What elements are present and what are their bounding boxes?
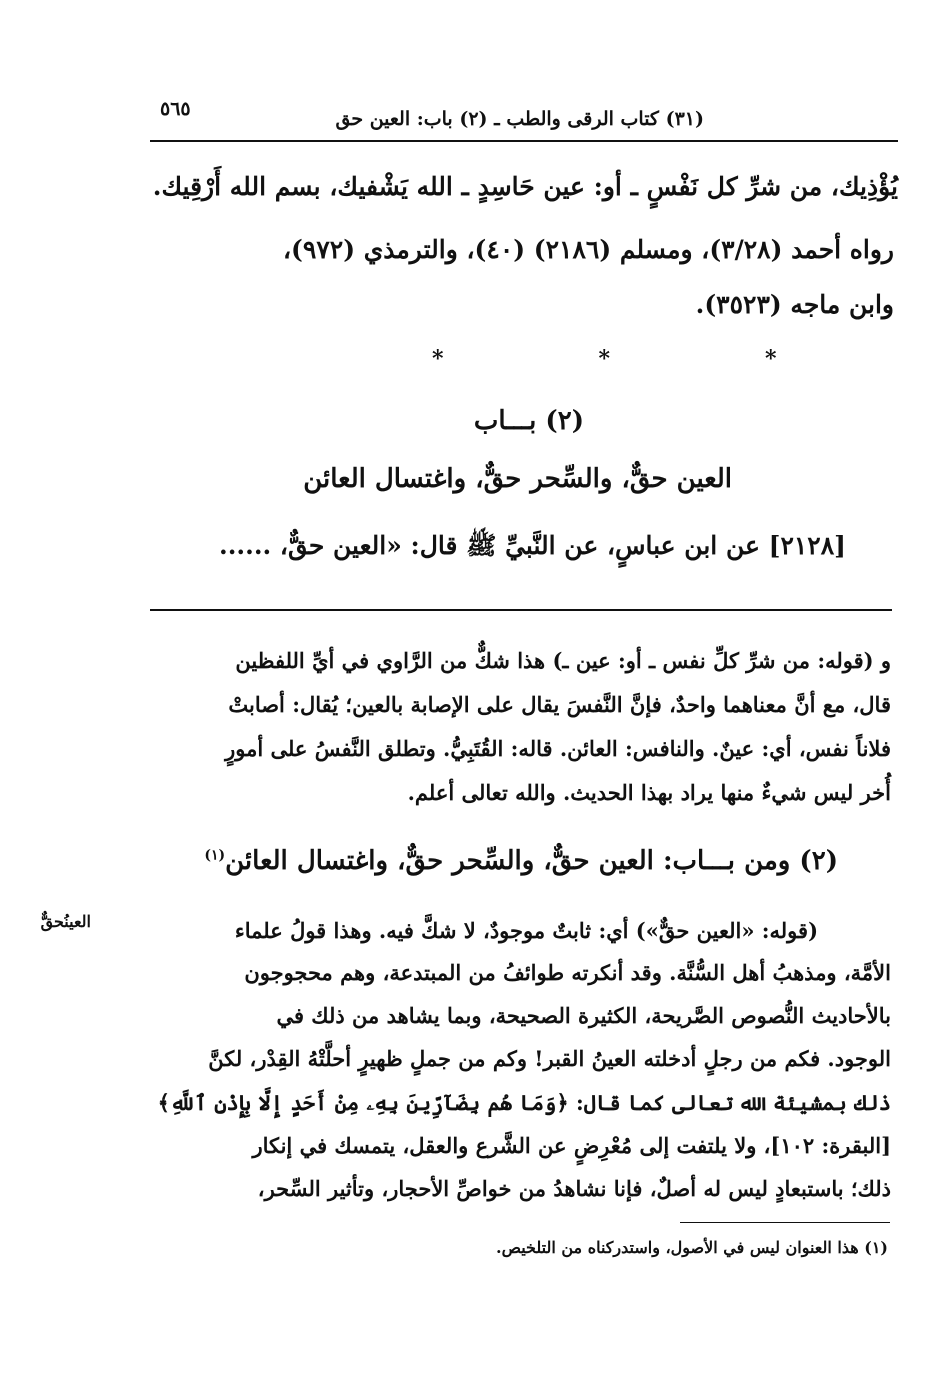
text-commentary-separator [150, 609, 892, 611]
commentary-1-line-3: فلاناً نفس، أي: عينٌ. والنافس: العائن. قاله: القُتَبِيُّ. وتطلق النَّفسُ على أمورٍ [225, 736, 891, 761]
chapter-number: (٢) بـــاب [473, 406, 584, 436]
hadith-end-line-3: وابن ماجه (٣٥٢٣). [695, 290, 894, 319]
section-heading-text: (٢) ومن بـــاب: العين حقٌّ، والسِّحر حقٌّ، واغتسال العائن [225, 846, 838, 876]
commentary-1-line-4: أُخر ليس شيءٌ منها يراد بهذا الحديث. والله تعالى أعلم. [407, 780, 891, 805]
commentary-2-line-6: [البقرة: ١٠٢]، ولا يلتفت إلى مُعْرِضٍ عن الشَّرع والعقل، يتمسك في إنكار [252, 1133, 891, 1158]
footnote: (١) هذا العنوان ليس في الأصول، واستدركناه من التلخيص. [496, 1238, 888, 1257]
commentary-2-line-5: ذلك بمشيئة الله تعالى كما قال: ﴿وَمَا هُم بِضَآرِّينَ بِهِۦ مِنْ أَحَدٍ إِلَّا بِإِذْنِ ٱللَّهِ﴾ [157, 1090, 891, 1115]
commentary-2-line-3: بالأحاديث النُّصوص الصَّريحة، الكثيرة الصحيحة، وبما يشاهد من ذلك في [276, 1003, 891, 1028]
page-number: ٥٦٥ [160, 98, 191, 120]
footnote-rule [680, 1222, 890, 1223]
commentary-2-line-1: (قوله: «العين حقٌّ») أي: ثابتٌ موجودٌ، لا شكَّ فيه. وهذا قولُ علماء [234, 918, 818, 943]
chapter-title: العين حقٌّ، والسِّحر حقٌّ، واغتسال العائن [303, 464, 732, 494]
running-title: (٣١) كتاب الرقى والطب ـ (٢) باب: العين حق [335, 108, 704, 130]
hadith-end-line-1: يُؤْذِيك، من شرِّ كل نَفْسٍ ـ أو: عين حَاسِدٍ ـ الله يَشْفيك، بسم الله أَرْقِيك. [152, 172, 898, 201]
separator-stars: * * * [432, 346, 777, 372]
hadith-2128: [٢١٢٨] عن ابن عباسٍ، عن النَّبيِّ ﷺ قال: «العين حقٌّ، ...... [219, 531, 846, 560]
commentary-1-line-1: و (قوله: من شرِّ كلِّ نفس ـ أو: عين ـ) هذا شكٌّ من الرَّاوي في أيِّ اللفظين [235, 648, 891, 673]
commentary-2-line-7: ذلك؛ باستبعادٍ ليس له أصلٌ، فإنا نشاهدُ من خواصِّ الأحجار، وتأثير السِّحر، [257, 1176, 891, 1201]
commentary-1-line-2: قال، مع أنَّ معناهما واحدٌ، فإنَّ النَّفسَ يقال على الإصابة بالعين؛ يُقال: أصابتْ [228, 692, 891, 717]
hadith-end-line-2: رواه أحمد (٣/٢٨)، ومسلم (٢١٨٦) (٤٠)، والترمذي (٩٧٢)، [282, 235, 894, 264]
commentary-2-line-4: الوجود. فكم من رجلٍ أدخلته العينُ القبر! وكم من جملٍ ظهيرٍ أحلَّتْهُ القِدْر، لكنَّ [208, 1046, 891, 1071]
footnote-ref: (١) [204, 847, 226, 864]
margin-note: العينُحقٌّ [40, 912, 91, 931]
commentary-2-line-2: الأمَّة، ومذهبُ أهل السُّنَّة. وقد أنكرته طوائفُ من المبتدعة، وهم محجوجون [244, 960, 891, 985]
section-heading [204, 846, 838, 876]
header-rule [150, 140, 898, 142]
